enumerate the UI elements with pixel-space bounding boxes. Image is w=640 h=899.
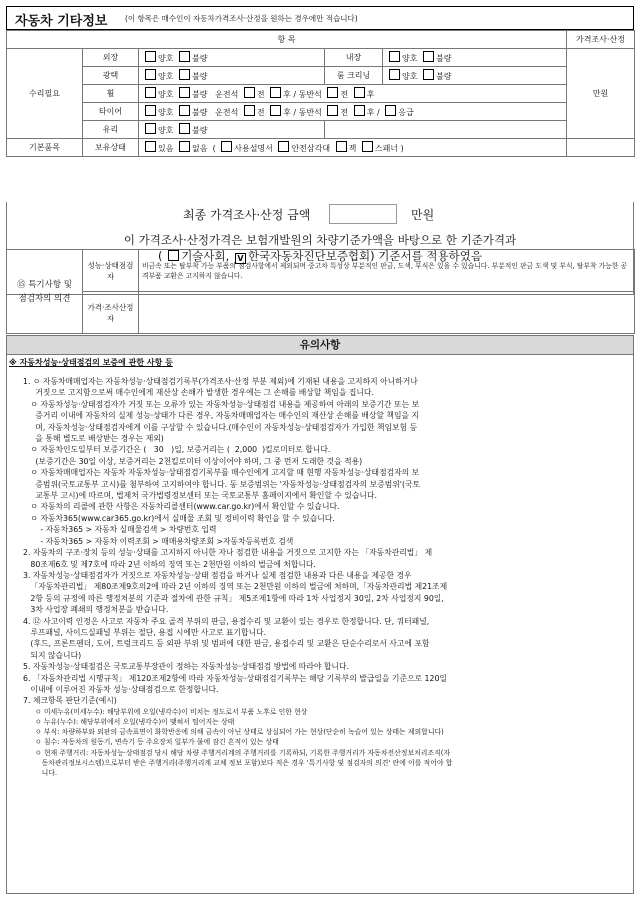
standard-note-line1: 이 가격조사·산정가격은 보험개발원의 차량기준가액을 바탕으로 한 기준가격과 [123,233,517,247]
notice-line: 되지 않습니다) [23,650,82,660]
tire-emergency-checkbox[interactable] [385,105,396,116]
notice-line: 80조제6호 및 제7호에 따라 2년 이하의 징역 또는 2천만원 이하의 벌금에 처합니다. [23,559,316,569]
notice-line: 3. 자동차성능·상태점검자가 거짓으로 자동차성능·상태 점검을 하거나 실제 점검한 내용과 다른 내용을 제공한 경우 [23,570,412,580]
notice-criteria-line: 니다. [35,769,58,777]
exterior-good-checkbox[interactable] [145,51,156,62]
wheel-options: 양호 불량 운전석 전 후 / 동반석 전 후 [139,85,567,103]
notice-line: 1. ㅇ 자동차매매업자는 자동차성능·상태점검기록부(가격조사·산정 부분 제외)에 기재된 내용을 고지하지 아니하거나 [23,377,418,386]
basic-items-options: 있음 없음 ( 사용설명서 안전삼각대 잭 스패너 ) [139,139,567,157]
exterior-bad-checkbox[interactable] [179,51,190,62]
notice-line: 교통부 고시)에 따르며, 법제처 국가법령정보센터 또는 국토교통부 홈페이지에서 확인할 수 있습니다. [23,491,377,501]
wheel-label: 휠 [83,85,139,103]
wheel-driver-front-checkbox[interactable] [244,87,255,98]
notice-section [6,354,634,894]
tire-bad-checkbox[interactable] [179,105,190,116]
notice-line: ㅇ 자동차매매업자는 자동차 자동차성능·상태점검기록부를 매수인에게 고지할 때 현행 자동차성능·상태점검자의 보 [23,468,420,478]
notice-line: ㅇ 자동차365(www.car365.go.kr)에서 실매물 조회 및 정비이력 확인을 할 수 있습니다. [23,513,335,523]
notice-line: 4. ⑫ 사고이력 인정은 사고로 자동차 주요 골격 부위의 판금, 용접수리 및 교환이 있는 경우로 한정합니다. 단, 쿼터패널, [23,616,430,626]
notice-line: 2항 등의 규정에 따른 행정처분의 기준과 절차에 관한 규칙」 제5조제1항에 따라 1차 사업정지 30일, 2차 사업정지 90일, [23,593,444,603]
final-price-input[interactable] [329,204,397,224]
section-header [6,6,634,30]
glass-bad-checkbox[interactable] [179,123,190,134]
interior-good-checkbox[interactable] [389,51,400,62]
section-subtitle: (이 항목은 매수인이 자동차가격조사·산정을 원하는 경우에만 적습니다) [125,14,358,23]
notice-header: 유의사항 [6,335,634,355]
notice-line: (후드, 프론트펜더, 도어, 트렁크리드 등 외판 부위 및 범퍼에 대한 판금, 용접수리 및 교환은 단순수리로서 사고에 포함 [23,639,430,649]
opinion-label: ⑮ 특기사항 및 점검자의 의견 [7,250,83,334]
notice-criteria-line: ㅇ 미세누유(미세누수): 해당부위에 오일(냉각수)이 비치는 정도로서 부품 노후로 인한 현상 [35,707,308,716]
price-unit: 만원 [567,49,635,139]
tire-label: 타이어 [83,103,139,121]
glass-good-checkbox[interactable] [145,123,156,134]
tire-passenger-front-checkbox[interactable] [327,105,338,116]
notice-line: 증범위(국토교통부 고시)를 첨부하여 고지하여야 합니다. 동 보증범위는 '자동차성능·상태점검자의 보증범위'(국토 [23,479,421,489]
notice-line: 루프패널, 사이드실패널 부위는 절단, 용접 시에만 사고로 표기합니다. [23,627,267,637]
basic-none-checkbox[interactable] [179,141,190,152]
notice-line: 증거리 이내에 자동차의 실제 성능·상태가 다른 경우, 자동차매매업자는 매수인의 재산상 손해를 배상할 책임을 지 [23,411,420,421]
tire-options: 양호 불량 운전석 전 후 / 동반석 전 후 / 응급 [139,103,567,121]
inspector-opinion: 비금속 또는 탈부착 가능 부품의 점검사항에서 제외되며 중고차 특성상 부분적인 판금, 도색, 부식은 있을 수 있습니다. 부분적인 판금 도색 및 부식, 탈부착 가능한 공격부품 교환은 고지하지 않습니다. [139,250,635,292]
notice-line: 며, 자동차성능·상태점검자에게 이를 구상할 수 있습니다.(매수인이 자동차성능·상태점검자가 가입한 책임보험 등 [23,422,418,432]
jack-checkbox[interactable] [336,141,347,152]
notice-line: 7. 체크항목 판단기준(예시) [23,696,117,706]
exterior-options: 양호 불량 [139,49,325,67]
notice-body [23,376,627,778]
notice-line: - 자동차365 > 자동차 실매물검색 > 차량번호 입력 [23,525,217,535]
price-header: 가격조사·산정 [567,31,635,49]
interior-label: 내장 [325,49,383,67]
final-price-unit: 만원 [411,208,435,222]
gloss-options: 양호 불량 [139,67,325,85]
gloss-good-checkbox[interactable] [145,69,156,80]
item-header: 항 목 [7,31,567,49]
vehicle-other-info-page [6,6,634,893]
diagnosis-association-checkbox[interactable]: V [235,253,246,264]
room-cleaning-good-checkbox[interactable] [389,69,400,80]
gloss-bad-checkbox[interactable] [179,69,190,80]
interior-options: 양호 불량 [383,49,567,67]
wheel-passenger-front-checkbox[interactable] [327,87,338,98]
exterior-label: 외장 [83,49,139,67]
notice-line: 3차 사업장 폐쇄의 행정처분을 받습니다. [23,605,169,615]
appraiser-label: 가격·조사산정자 [83,292,139,334]
triangle-checkbox[interactable] [278,141,289,152]
notice-criteria-line: ㅇ 현재 주행거리: 자동차성능·상태점검 당시 해당 차량 주행거리계의 주행거리를 기록하되, 기록한 주행거리가 자동차전산정보처리조직(자 [35,748,451,757]
repair-needs-table [6,30,635,157]
notice-line: 6. 「자동차관리법 시행규칙」 제120조제2항에 따라 자동차성능·상태점검기록부는 해당 기록부의 발급일을 기준으로 120일 [23,673,447,683]
standard-note-line2: ( 기술사회, V 한국자동차진단보증협회) 기준서를 적용하였음 [158,249,482,263]
manual-checkbox[interactable] [221,141,232,152]
repair-label: 수리필요 [7,49,83,139]
notice-criteria-line: ㅇ 누유(누수): 해당부위에서 오일(냉각수)이 맺혀서 떨어지는 상태 [35,717,235,726]
notice-criteria-line: 동차관리정보시스템)으로부터 받은 주행거리(주행거리계 교체 정보 포함)보다 적은 경우 '특기사항 및 점검자의 의견' 란에 이를 적어야 합 [35,758,453,767]
notice-criteria-line: ㅇ 침수: 자동차의 원동기, 변속기 등 주요장치 일부가 물에 잠긴 흔적이 있는 상태 [35,738,279,747]
notice-small-lines [23,707,627,778]
notice-line: ㅇ 자동차성능·상태점검자가 거짓 또는 오류가 있는 자동차성능·상태점검 내용을 제공하여 아래의 보증기간 또는 보 [23,399,420,409]
tire-driver-front-checkbox[interactable] [244,105,255,116]
inspector-label: 성능·상태점검자 [83,250,139,292]
section-title: 자동차 기타정보 [15,14,108,29]
tire-driver-rear-checkbox[interactable] [270,105,281,116]
notice-line: 을 통해 별도로 배상받는 경우는 제외) [23,434,164,444]
notice-line: 이내에 이루어진 자동차 성능·상태점검으로 한정합니다. [23,684,219,694]
notice-criteria-line: ㅇ 부식: 차량하부와 외판의 금속표면이 화학반응에 의해 금속이 아닌 상태로 상실되어 가는 현상(단순히 녹슬어 있는 상태는 제외합니다) [35,728,444,737]
basic-status-label: 보유상태 [83,139,139,157]
opinion-table [6,249,635,334]
room-cleaning-options: 양호 불량 [383,67,567,85]
wheel-good-checkbox[interactable] [145,87,156,98]
spanner-checkbox[interactable] [362,141,373,152]
wheel-driver-rear-checkbox[interactable] [270,87,281,98]
basic-have-checkbox[interactable] [145,141,156,152]
final-price-label: 최종 가격조사·산정 금액 [183,208,311,222]
interior-bad-checkbox[interactable] [423,51,434,62]
notice-line: ㅇ 자동차의 리콜에 관한 사항은 자동차리콜센터(www.car.go.kr)에서 확인할 수 있습니다. [23,502,340,512]
wheel-passenger-rear-checkbox[interactable] [354,87,365,98]
notice-line: 5. 자동차성능·상태점검은 국토교통부장관이 정하는 자동차성능·상태점검 방법에 따라야 합니다. [23,662,349,672]
tire-passenger-rear-checkbox[interactable] [354,105,365,116]
notice-line: 「자동차관리법」 제80조제9호의2에 따라 2년 이하의 징역 또는 2천만원 이하의 벌금에 처하며,「자동차관리법 제21조제 [23,582,448,592]
notice-title: ※ 자동차성능·상태점검의 보증에 관한 사항 등 [9,358,173,367]
notice-line: (보증기간은 30일 이상, 보증거리는 2천킬로미터 이상이어야 하며, 그 중 먼저 도래한 것을 적용) [23,456,363,466]
notice-line: - 자동차365 > 자동차 이력조회 > 매매용차량조회 >자동차등록번호 검색 [23,536,294,546]
appraiser-opinion [139,292,635,334]
wheel-bad-checkbox[interactable] [179,87,190,98]
notice-line: 거짓으로 고지함으로써 매수인에게 재산상 손해가 발생한 경우에는 그 손해를 배상할 책임을 집니다. [23,388,374,398]
glass-label: 유리 [83,121,139,139]
room-cleaning-bad-checkbox[interactable] [423,69,434,80]
room-cleaning-label: 룸 크리닝 [325,67,383,85]
notice-line: ㅇ 자동차인도일부터 보증기간은 ( 30 )일, 보증거리는 ( 2,000 )킬로미터로 합니다. [23,445,331,455]
notice-line: 2. 자동차의 구조·장치 등의 성능·상태를 고지하지 아니한 자나 점검한 내용을 거짓으로 고지한 자는 「자동차관리법」 제 [23,548,433,558]
glass-options: 양호 불량 [139,121,325,139]
tire-good-checkbox[interactable] [145,105,156,116]
notice-lines [23,376,627,707]
gloss-label: 광택 [83,67,139,85]
basic-items-label: 기본품목 [7,139,83,157]
